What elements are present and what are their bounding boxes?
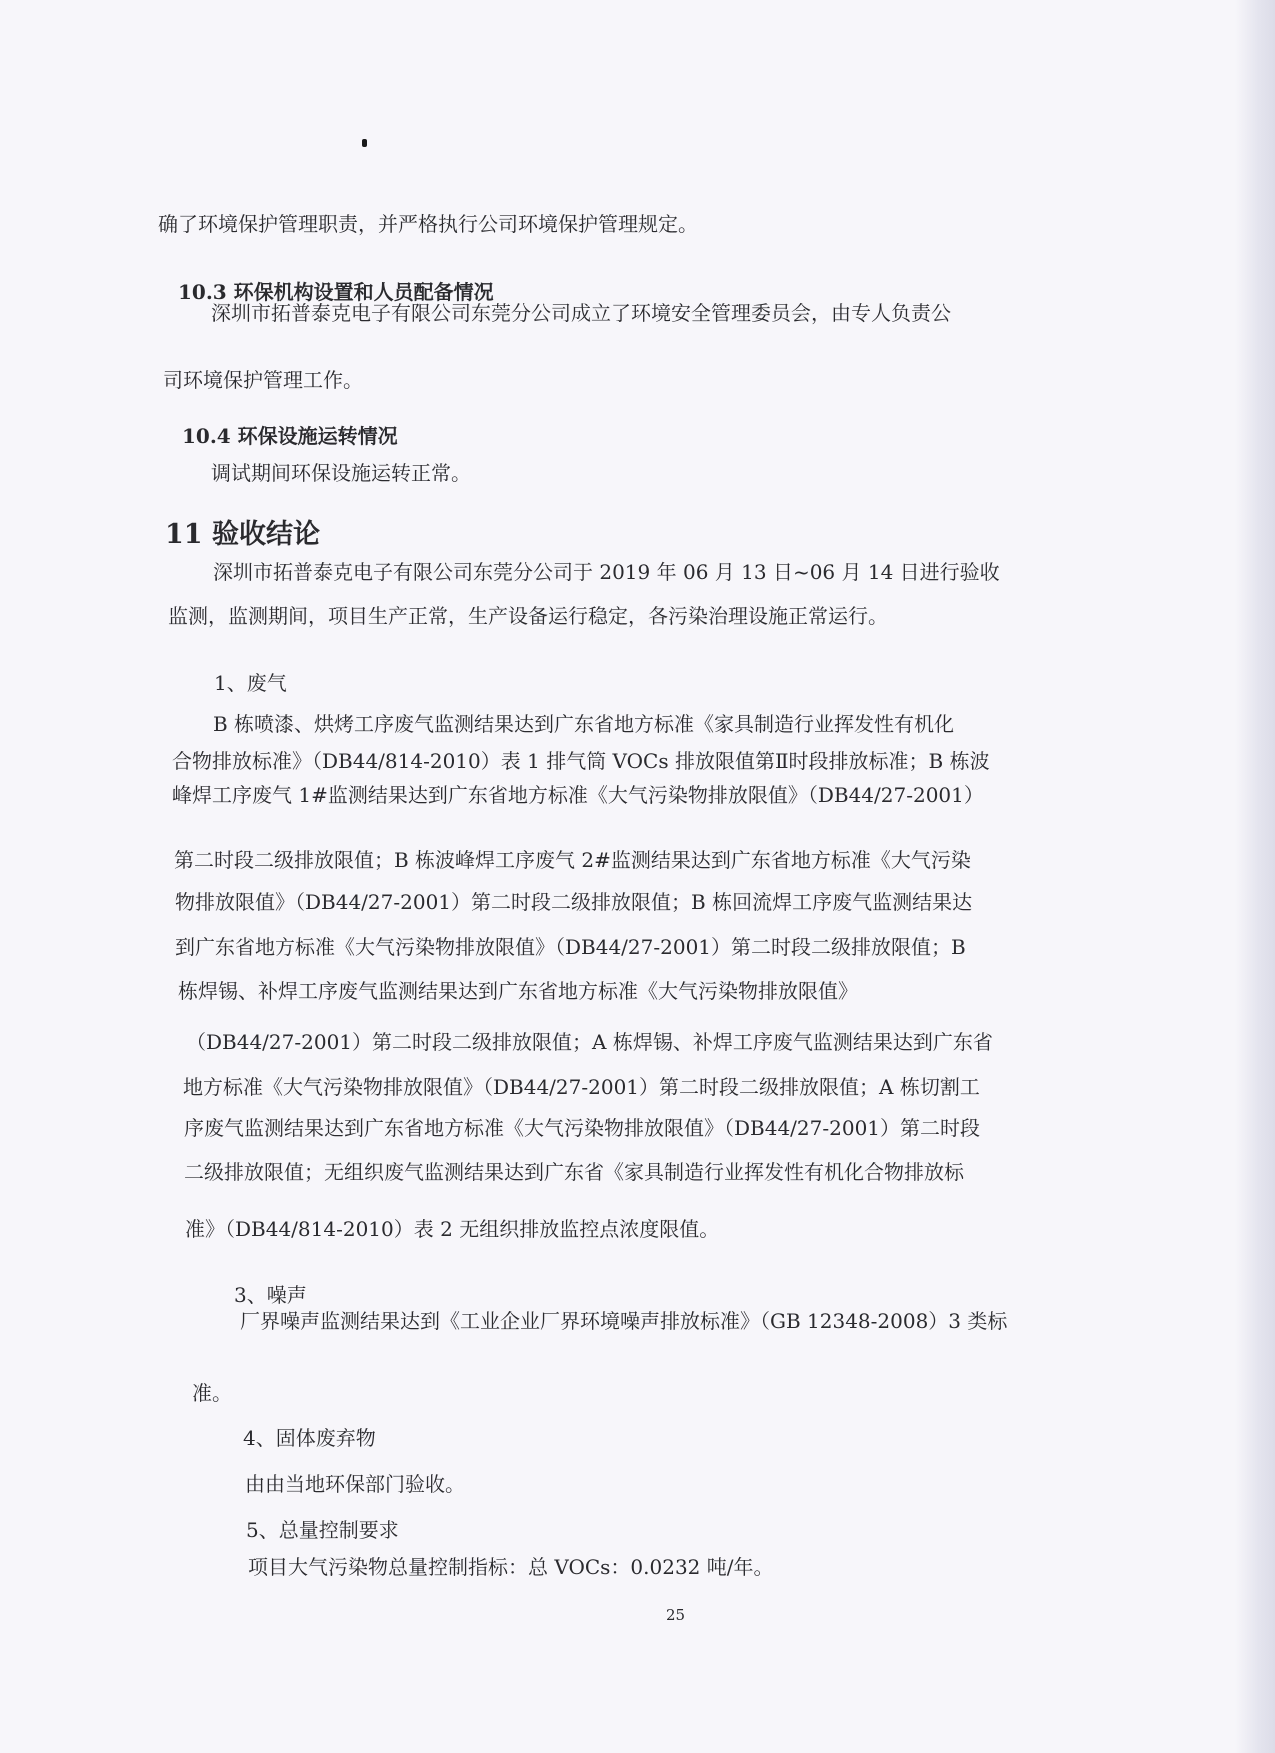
paragraph-line: 第二时段二级排放限值；B 栋波峰焊工序废气 2#监测结果达到广东省地方标准《大气污染 [174, 848, 971, 872]
paragraph-line: 到广东省地方标准《大气污染物排放限值》（DB44/27-2001）第二时段二级排放限值；B [175, 935, 966, 959]
section-heading-10-4: 10.4 环保设施运转情况 [182, 424, 398, 448]
paragraph-line: 峰焊工序废气 1#监测结果达到广东省地方标准《大气污染物排放限值》（DB44/27-2001） [172, 783, 984, 807]
paragraph-line: 序废气监测结果达到广东省地方标准《大气污染物排放限值》（DB44/27-2001）第二时段 [184, 1116, 981, 1140]
scan-speck [362, 139, 367, 147]
paragraph-line: 二级排放限值；无组织废气监测结果达到广东省《家具制造行业挥发性有机化合物排放标 [184, 1160, 964, 1184]
paragraph-line: 由由当地环保部门验收。 [245, 1472, 465, 1496]
paragraph-line: 地方标准《大气污染物排放限值》（DB44/27-2001）第二时段二级排放限值；A 栋切割工 [183, 1075, 980, 1099]
list-item-label: 5、总量控制要求 [246, 1518, 399, 1542]
paragraph-line: 准》（DB44/814-2010）表 2 无组织排放监控点浓度限值。 [185, 1217, 720, 1241]
paragraph-line: 栋焊锡、补焊工序废气监测结果达到广东省地方标准《大气污染物排放限值》 [178, 979, 858, 1003]
paragraph-line: 深圳市拓普泰克电子有限公司东莞分公司成立了环境安全管理委员会，由专人负责公 [211, 301, 951, 325]
paragraph-line: 司环境保护管理工作。 [163, 368, 363, 392]
paragraph-line: 确了环境保护管理职责，并严格执行公司环境保护管理规定。 [158, 212, 698, 236]
paragraph-line: （DB44/27-2001）第二时段二级排放限值；A 栋焊锡、补焊工序废气监测结果达到广东省 [186, 1030, 993, 1054]
list-item-label: 3、噪声 [234, 1283, 307, 1307]
paragraph-line: B 栋喷漆、烘烤工序废气监测结果达到广东省地方标准《家具制造行业挥发性有机化 [213, 712, 955, 736]
section-heading-10-3: 10.3 环保机构设置和人员配备情况 [178, 280, 494, 304]
paragraph-line: 准。 [192, 1381, 232, 1405]
list-item-label: 1、废气 [214, 671, 287, 695]
list-item-label: 4、固体废弃物 [243, 1426, 376, 1450]
scan-edge-shadow [1235, 0, 1275, 1753]
paragraph-line: 项目大气污染物总量控制指标：总 VOCs：0.0232 吨/年。 [248, 1555, 774, 1579]
paragraph-line: 合物排放标准》（DB44/814-2010）表 1 排气筒 VOCs 排放限值第Ⅱ时段排放标准；B 栋波 [172, 749, 990, 773]
chapter-heading-11: 11 验收结论 [165, 519, 320, 550]
paragraph-line: 监测，监测期间，项目生产正常，生产设备运行稳定，各污染治理设施正常运行。 [168, 604, 888, 628]
page-number: 25 [666, 1606, 686, 1624]
paragraph-line: 物排放限值》（DB44/27-2001）第二时段二级排放限值；B 栋回流焊工序废气监测结果达 [175, 890, 973, 914]
paragraph-line: 调试期间环保设施运转正常。 [211, 461, 471, 485]
paragraph-line: 深圳市拓普泰克电子有限公司东莞分公司于 2019 年 06 月 13 日~06 月 14 日进行验收 [213, 560, 1000, 584]
paragraph-line: 厂界噪声监测结果达到《工业企业厂界环境噪声排放标准》（GB 12348-2008）3 类标 [240, 1309, 1008, 1333]
